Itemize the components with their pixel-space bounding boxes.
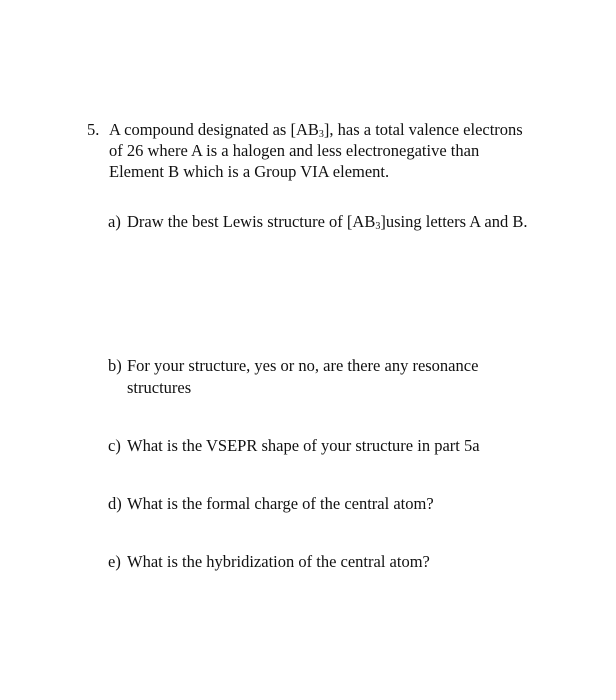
part-c-label: c) <box>108 436 121 455</box>
part-d-text: What is the formal charge of the central atom? <box>127 494 434 513</box>
question-intro-start: A compound designated as [AB <box>109 120 319 139</box>
part-e-text: What is the hybridization of the central atom? <box>127 552 430 571</box>
part-e-label: e) <box>108 552 121 571</box>
part-b-text: For your structure, yes or no, are there any resonance structures <box>127 356 479 397</box>
part-c <box>108 435 548 457</box>
question-number: 5. <box>87 120 100 139</box>
part-d-label: d) <box>108 494 122 513</box>
part-a-text: Draw the best Lewis structure of $[AB_3]using$ letters A and B. <box>127 212 528 232</box>
part-a-label: a) <box>108 212 121 231</box>
question-intro-subscript: 3 <box>318 129 324 140</box>
part-c-text: What is the VSEPR shape of your structure in part 5a <box>127 436 480 455</box>
part-a <box>108 211 528 233</box>
part-a-subscript: 3 <box>375 221 381 232</box>
question-5 <box>87 119 527 182</box>
part-e <box>108 551 548 573</box>
part-b <box>108 355 528 398</box>
question-intro-end: ], has a total valence electrons of 26 where A is a halogen and less electronegative than Element B which is a Group VIA element. <box>109 120 523 181</box>
part-b-label: b) <box>108 356 122 375</box>
part-d <box>108 493 548 515</box>
